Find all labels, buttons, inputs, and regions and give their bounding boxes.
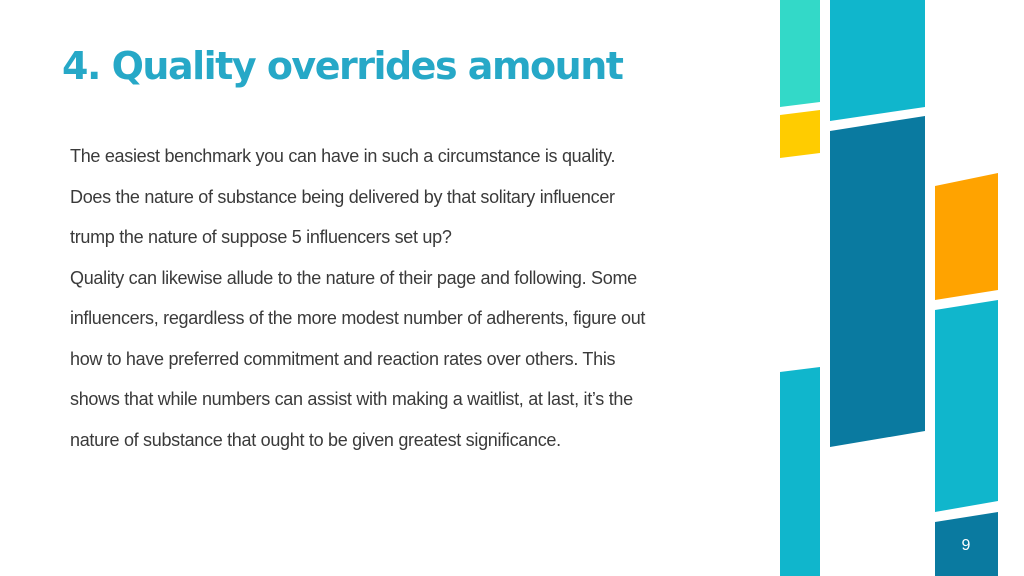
paragraph-line: Quality can likewise allude to the nature of their page and following. Some [70, 267, 637, 288]
paragraph-line: shows that while numbers can assist with making a waitlist, at last, it’s the [70, 389, 633, 409]
stripe-orange [935, 173, 998, 300]
stripe-cyan-top [830, 0, 925, 121]
paragraph-line: Does the nature of substance being delivered by that solitary influencer [70, 186, 615, 207]
stripe-cyan-right [935, 300, 998, 512]
slide-title: 4. Quality overrides amount [62, 44, 623, 88]
stripe-teal-top [780, 0, 820, 107]
page-number: 9 [961, 537, 971, 554]
body-paragraph [70, 136, 760, 460]
paragraph-line: The easiest benchmark you can have in such a circumstance is quality. [70, 146, 616, 166]
paragraph-line: trump the nature of suppose 5 influencers set up? [70, 227, 452, 247]
paragraph-line: influencers, regardless of the more modest number of adherents, figure out [70, 308, 646, 328]
paragraph-line: how to have preferred commitment and reaction rates over others. This [70, 348, 616, 369]
stripe-dark-blue [830, 116, 925, 447]
paragraph-line: nature of substance that ought to be given greatest significance. [70, 429, 561, 450]
stripe-yellow [780, 110, 820, 158]
stripe-cyan-bottom-left [780, 367, 820, 576]
